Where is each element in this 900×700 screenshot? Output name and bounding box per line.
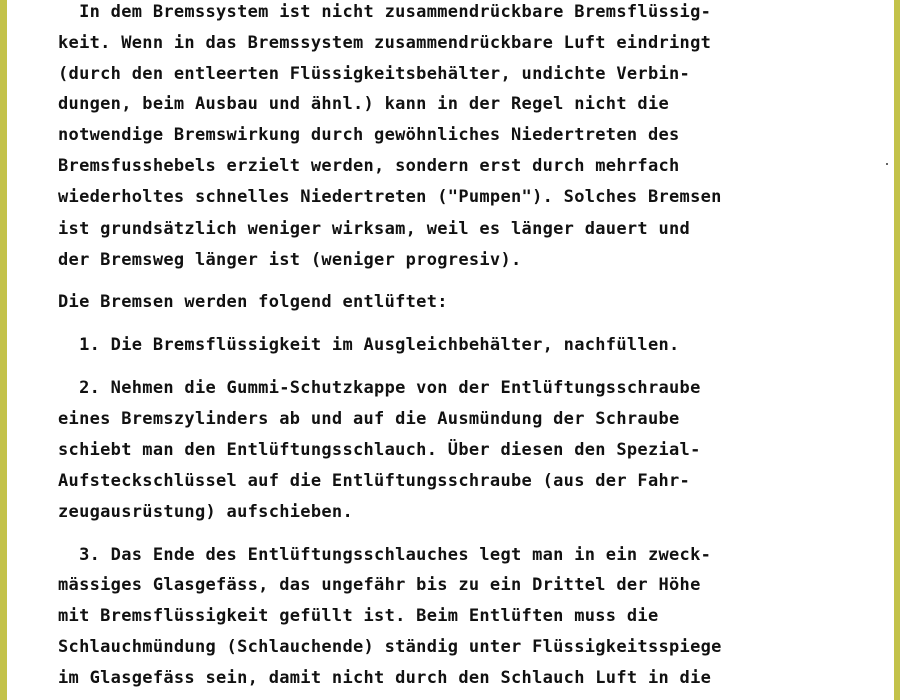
text-line-8: ist grundsätzlich weniger wirksam, weil es länger dauert und bbox=[58, 219, 691, 239]
text-line-17: 3. Das Ende des Entlüftungsschlauches legt man in ein zweck- bbox=[58, 545, 712, 565]
text-line-21: im Glasgefäss sein, damit nicht durch den Schlauch Luft in die bbox=[58, 668, 712, 688]
text-line-1: In dem Bremssystem ist nicht zusammendrückbare Bremsflüssig- bbox=[58, 2, 712, 22]
document-text bbox=[7, 0, 894, 700]
text-line-15: Aufsteckschlüssel auf die Entlüftungsschraube (aus der Fahr- bbox=[58, 471, 691, 491]
text-line-14: schiebt man den Entlüftungsschlauch. Über diesen den Spezial- bbox=[58, 440, 701, 460]
text-line-3: (durch den entleerten Flüssigkeitsbehälter, undichte Verbin- bbox=[58, 64, 691, 84]
text-line-11: 1. Die Bremsflüssigkeit im Ausgleichbehälter, nachfüllen. bbox=[58, 335, 680, 355]
text-line-7: wiederholtes schnelles Niedertreten ("Pumpen"). Solches Bremsen bbox=[58, 187, 722, 207]
text-line-10: Die Bremsen werden folgend entlüftet: bbox=[58, 292, 448, 312]
text-line-16: zeugausrüstung) aufschieben. bbox=[58, 502, 353, 522]
text-line-12: 2. Nehmen die Gummi-Schutzkappe von der Entlüftungsschraube bbox=[58, 378, 701, 398]
document-page bbox=[7, 0, 894, 700]
text-line-19: mit Bremsflüssigkeit gefüllt ist. Beim Entlüften muss die bbox=[58, 606, 659, 626]
text-line-2: keit. Wenn in das Bremssystem zusammendrückbare Luft eindringt bbox=[58, 33, 712, 53]
text-line-4: dungen, beim Ausbau und ähnl.) kann in der Regel nicht die bbox=[58, 94, 670, 114]
text-line-18: mässiges Glasgefäss, das ungefähr bis zu ein Drittel der Höhe bbox=[58, 575, 701, 595]
scan-speck bbox=[886, 163, 888, 165]
text-line-9: der Bremsweg länger ist (weniger progresiv). bbox=[58, 250, 522, 270]
text-line-13: eines Bremszylinders ab und auf die Ausmündung der Schraube bbox=[58, 409, 680, 429]
text-line-20: Schlauchmündung (Schlauchende) ständig unter Flüssigkeitsspiege bbox=[58, 637, 722, 657]
text-line-6: Bremsfusshebels erzielt werden, sondern erst durch mehrfach bbox=[58, 156, 680, 176]
text-line-5: notwendige Bremswirkung durch gewöhnliches Niedertreten des bbox=[58, 125, 680, 145]
